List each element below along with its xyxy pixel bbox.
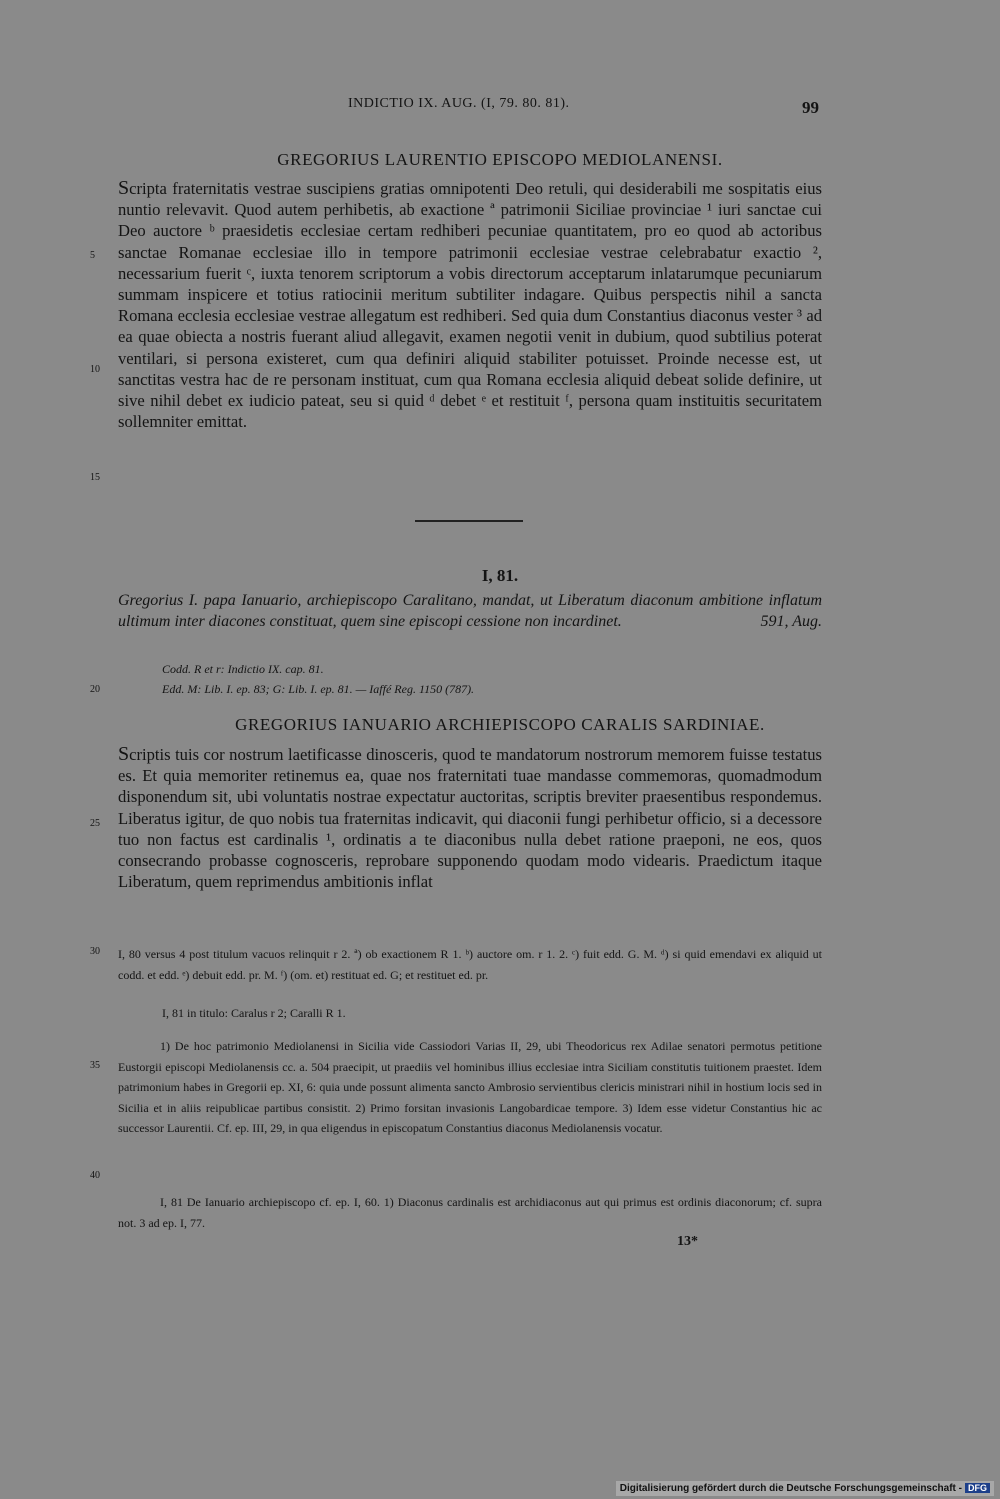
summary-text: Gregorius I. papa Ianuario, archiepiscopo Caralitano, mandat, ut Liberatum diaconum ambitione inflatum ultimum inter diacones constituat, quem sine episcopi cessione non incardinet.	[118, 592, 822, 630]
running-title: INDICTIO IX. AUG. (I, 79. 80. 81).	[348, 96, 570, 111]
letter-81-number: I, 81.	[481, 566, 519, 585]
dfg-logo: DFG	[965, 1483, 990, 1493]
credit-text: Digitalisierung gefördert durch die Deutsche Forschungsgemeinschaft -	[619, 1483, 962, 1494]
codices-line: Codd. R et r: Indictio IX. cap. 81.	[162, 662, 324, 676]
line-number: 30	[90, 946, 100, 957]
letter-81-title: GREGORIUS IANUARIO ARCHIEPISCOPO CARALIS SARDINIAE.	[235, 715, 765, 734]
line-number: 40	[90, 1170, 100, 1181]
line-number: 5	[90, 250, 95, 261]
letter-81-text	[118, 744, 822, 892]
letter-81-dropcap: S	[118, 743, 130, 765]
letter-81-body: criptis tuis cor nostrum laetificasse dinosceris, quod te mandatorum nostrorum memorem fuisse testatus es. Et quia memoriter retinemus ea, quae nos fraternitati tuae mandasse commemoras, quomadmodum disponendum sit, ubi voluntatis nostrae expectatur auctoritas, scriptis breviter praesentibus respondemus. Liberatus igitur, de quo nobis tua fraternitas indicavit, qui diaconii fungi perhibetur officio, si a decessore tuo non factus est cardinalis ¹, ordinatis a te diaconibus nulla debet ratione praeponi, ne eos, quos consecrando probasse cognosceris, reprobare supponendo quodam modo videaris. Praedictum itaque Liberatum, quem reprimendus ambitionis inflat	[118, 745, 822, 892]
line-number: 35	[90, 1060, 100, 1071]
letter-81-summary	[118, 590, 822, 632]
letter-80-text	[118, 178, 822, 432]
funding-credit	[616, 1481, 994, 1496]
editions-line: Edd. M: Lib. I. ep. 83; G: Lib. I. ep. 81. — Iaffé Reg. 1150 (787).	[162, 682, 475, 696]
line-number: 15	[90, 472, 100, 483]
signature-mark: 13*	[677, 1234, 698, 1249]
critical-apparatus-80: I, 80 versus 4 post titulum vacuos relinquit r 2. ª) ob exactionem R 1. ᵇ) auctore om. r 1. 2. ᶜ) fuit edd. G. M. ᵈ) si quid emendavi ex aliquid ut codd. et edd. ᵉ) debuit edd. pr. M. ᶠ) (om. et) restituat ed. G; et restituet ed. pr.	[118, 947, 822, 982]
critical-apparatus-81: I, 81 in titulo: Caralus r 2; Caralli R 1.	[162, 1006, 346, 1020]
section-divider	[415, 520, 523, 522]
letter-80-dropcap: S	[118, 177, 130, 199]
letter-80-title: GREGORIUS LAURENTIO EPISCOPO MEDIOLANENSI.	[277, 150, 723, 169]
letter-80-body: cripta fraternitatis vestrae suscipiens gratias omnipotenti Deo retuli, qui desiderabili me sospitatis eius nuntio relevavit. Quod autem perhibetis, ab exactione ª patrimonii Siciliae provinciae ¹ iuri sanctae cui Deo auctore ᵇ praesidetis ecclesiae certam redhiberi pecuniae quantitatem, pro eo quod ab actoribus sanctae Romanae ecclesiae illo in tempore patrimonii ecclesiae vestrae celebrabatur exactio ², necessarium fuerit ᶜ, iuxta tenorem scriptorum a vobis directorum acceptarum inlatarumque pecuniarum summam inspicere et totius ratiocinii meritum subtiliter indagare. Quibus perspectis nihil a sancta Romana ecclesia ecclesiae vestrae allegatum est redhiberi. Sed quia dum Constantius diaconus vester ³ ad ea quae obiecta a nostris fuerant aliud allegavit, examen negotii venit in dubium, quod subtilius poterat ventilari, si persona existeret, cum qua definiri aliquid stabiliter potuisset. Proinde necesse est, ut sanctitas vestra hac de re personam instituat, cum qua Romana ecclesia aliquid debeat solide definire, ut sive nihil debet ex iudicio pateat, seu si quid ᵈ debet ᵉ et restituit ᶠ, persona quam instituitis securitatem sollemniter emittat.	[118, 179, 822, 432]
letter-date: 591, Aug.	[760, 613, 822, 630]
line-number: 10	[90, 364, 100, 375]
historical-notes-81: I, 81 De Ianuario archiepiscopo cf. ep. I, 60. 1) Diaconus cardinalis est archidiaconus aut qui primus est ordinis diaconorum; cf. supra not. 3 ad ep. I, 77.	[118, 1195, 822, 1230]
historical-notes-80: 1) De hoc patrimonio Mediolanensi in Sicilia vide Cassiodori Varias II, 29, ubi Theodoricus rex Adilae senatori permotus petitione Eustorgii episcopi Mediolanensis cc. a. 504 praecipit, ut praediis vel hominibus illius ecclesiae intra Siciliam constitutis tuitionem praestet. Idem patrimonium habes in Gregorii ep. XI, 6: quia unde possunt alimenta sancto Ambrosio servientibus clericis ministrari nihil in hostium locis sed in Sicilia et in aliis reipublicae partibus consistit. 2) Primo forsitan invasionis Langobardicae tempore. 3) Idem esse videtur Constantius hic ac successor Laurentii. Cf. ep. III, 29, in qua eligendus in episcopatum Constantius diaconus Mediolanensis vocatur.	[118, 1039, 822, 1135]
line-number: 25	[90, 818, 100, 829]
page-number: 99	[802, 98, 819, 117]
line-number: 20	[90, 684, 100, 695]
